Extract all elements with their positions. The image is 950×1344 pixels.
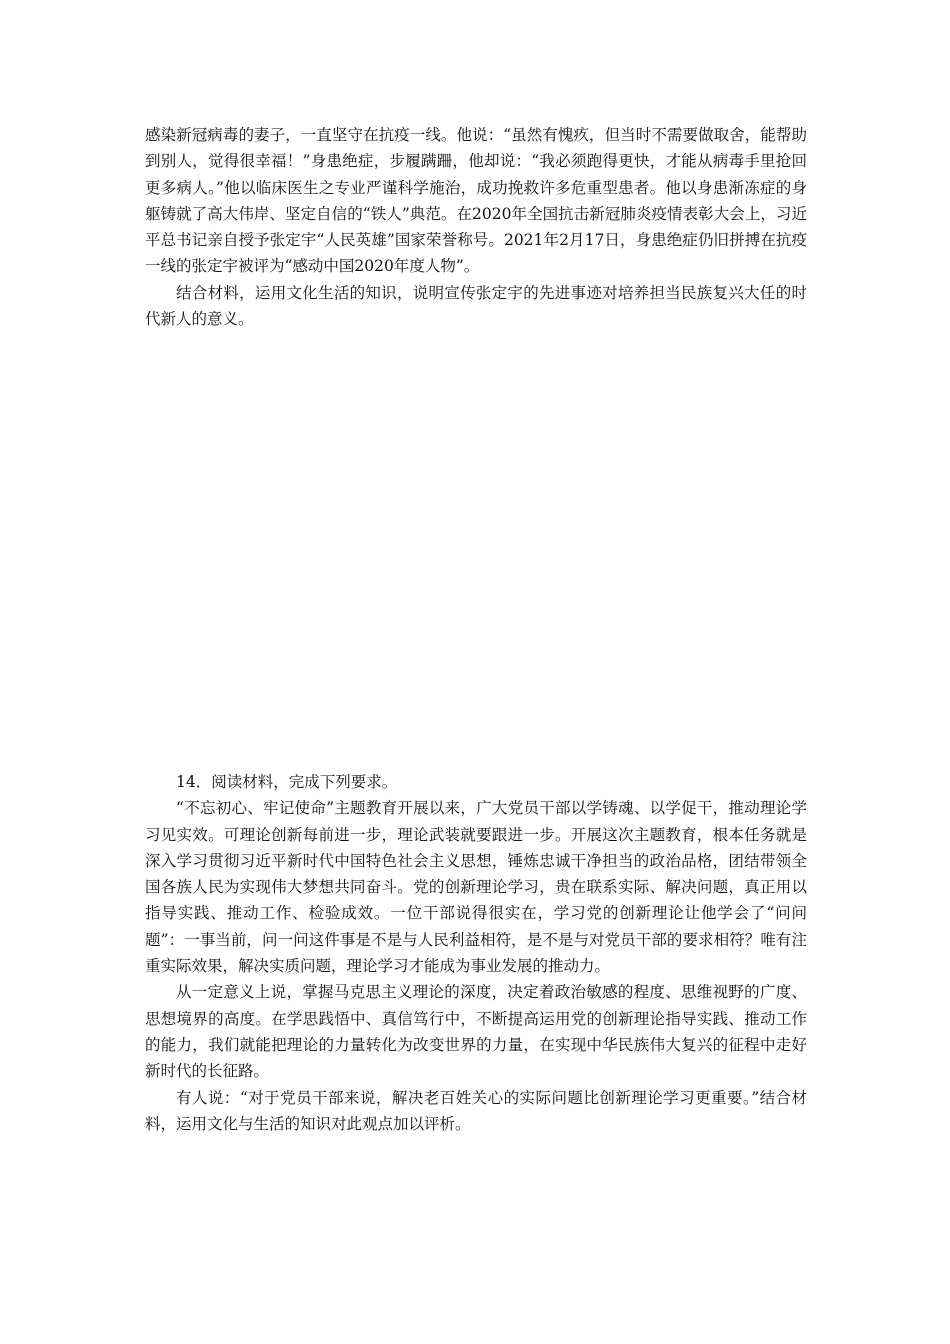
- question-14-paragraph-3: 有人说：“对于党员干部来说，解决老百姓关心的实际问题比创新理论学习更重要。”结合材料，运用文化与生活的知识对此观点加以评析。: [145, 1088, 807, 1133]
- question-14-paragraph-1: “不忘初心、牢记使命”主题教育开展以来，广大党员干部以学铸魂、以学促干，推动理论学习见实效。可理论创新每前进一步，理论武装就要跟进一步。开展这次主题教育，根本任务就是深入学习贯彻习近平新时代中国特色社会主义思想，锤炼忠诚干净担当的政治品格，团结带领全国各族人民为实现伟大梦想共同奋斗。党的创新理论学习，贵在联系实际、解决问题，真正用以指导实践、推动工作、检验成效。一位干部说得很实在，学习党的创新理论让他学会了“问问题”：一事当前，问一问这件事是不是与人民利益相符，是不是与对党员干部的要求相符？唯有注重实际效果，解决实质问题，理论学习才能成为事业发展的推动力。: [145, 799, 807, 976]
- question-prompt: 结合材料，运用文化生活的知识，说明宣传张定宇的先进事迹对培养担当民族复兴大任的时代新人的意义。: [145, 283, 807, 329]
- question-14-paragraph-2: 从一定意义上说，掌握马克思主义理论的深度，决定着政治敏感的程度、思维视野的广度、思想境界的高度。在学思践悟中、真信笃行中，不断提高运用党的创新理论指导实践、推动工作的能力，我们就能把理论的力量转化为改变世界的力量，在实现中华民族伟大复兴的征程中走好新时代的长征路。: [145, 983, 807, 1081]
- question-14-section: [145, 769, 807, 1137]
- material-section-top: [145, 122, 807, 332]
- material-paragraph: 感染新冠病毒的妻子，一直坚守在抗疫一线。他说：“虽然有愧疚，但当时不需要做取舍，能帮助到别人，觉得很幸福！”身患绝症，步履蹒跚，他却说：“我必须跑得更快，才能从病毒手里抢回更多病人。”他以临床医生之专业严谨科学施治，成功挽救许多危重型患者。他以身患渐冻症的身躯铸就了高大伟岸、坚定自信的“铁人”典范。在2020年全国抗击新冠肺炎疫情表彰大会上，习近平总书记亲自授予张定宇“人民英雄”国家荣誉称号。2021年2月17日，身患绝症仍旧拼搏在抗疫一线的张定宇被评为“感动中国2020年度人物”。: [145, 126, 807, 276]
- question-14-title: 14．阅读材料，完成下列要求。: [176, 773, 398, 791]
